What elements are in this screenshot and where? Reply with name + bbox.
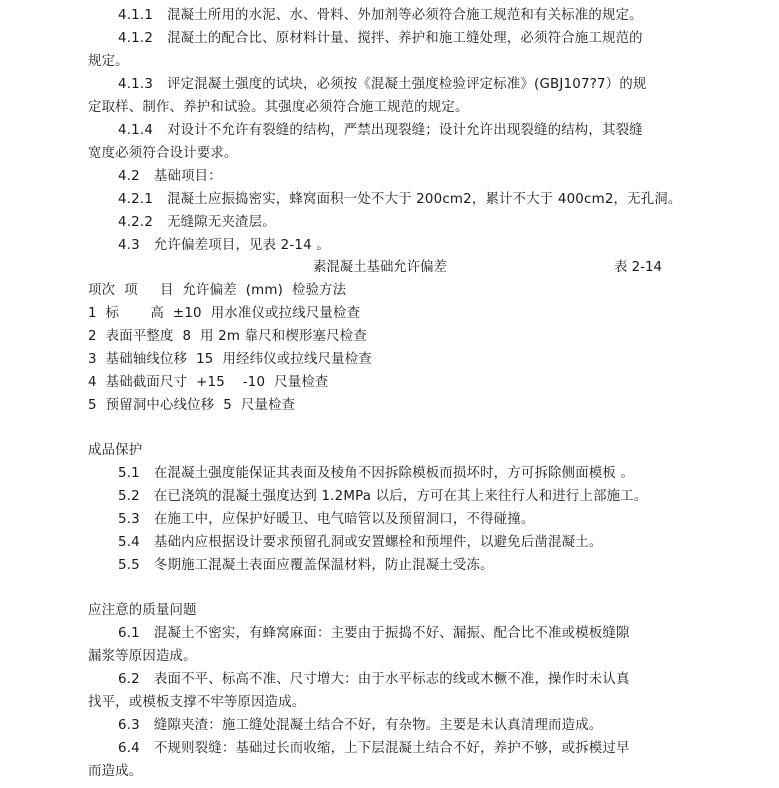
clause-4-2 <box>118 167 222 187</box>
clause-text: 无缝隙无夹渣层。 <box>167 215 276 230</box>
table-row: 2 表面平整度 8 用 2m 靠尺和楔形塞尺检查 <box>88 329 367 344</box>
clause-number: 6.1 <box>118 626 140 641</box>
clause-5-1 <box>118 464 634 484</box>
clause-6-4 <box>118 739 630 759</box>
clause-number: 5.1 <box>118 466 140 481</box>
clause-5-4 <box>118 533 602 553</box>
clause-5-2 <box>118 487 647 507</box>
table-header: 项次 项 目 允许偏差 (mm) 检验方法 <box>88 283 347 298</box>
clause-text: 混凝土不密实，有蜂窝麻面：主要由于振捣不好、漏振、配合比不准或模板缝隙 <box>153 626 630 641</box>
table-row: 5 预留洞中心线位移 5 尺量检查 <box>88 398 296 413</box>
table-number: 表 2-14 <box>614 260 663 275</box>
clause-text: 评定混凝土强度的试块，必须按《混凝土强度检验评定标准》(GBJ107?7）的规 <box>167 77 647 92</box>
clause-4-1-1 <box>118 6 643 26</box>
clause-6-2 <box>118 670 630 690</box>
clause-number: 5.2 <box>118 489 140 504</box>
clause-text: 对设计不允许有裂缝的结构，严禁出现裂缝；设计允许出现裂缝的结构，其裂缝 <box>167 123 643 138</box>
clause-4-1-4 <box>118 121 643 141</box>
clause-number: 4.2.2 <box>118 215 154 230</box>
clause-4-2-2 <box>118 213 276 233</box>
table-row: 1 标 高 ±10 用水准仪或拉线尺量检查 <box>88 306 361 321</box>
clause-number: 4.1.3 <box>118 77 154 92</box>
clause-4-1-4-continuation: 宽度必须符合设计要求。 <box>88 146 238 161</box>
clause-5-3 <box>118 510 534 530</box>
clause-text: 混凝土应振捣密实，蜂窝面积一处不大于 200cm2，累计不大于 400cm2，无孔洞。 <box>167 192 682 207</box>
clause-6-2-continuation: 找平，或模板支撑不牢等原因造成。 <box>88 695 306 710</box>
section-heading-product-protection: 成品保护 <box>88 443 143 458</box>
clause-text: 冬期施工混凝土表面应覆盖保温材料，防止混凝土受冻。 <box>153 558 494 573</box>
clause-number: 4.1.1 <box>118 8 154 23</box>
clause-text: 缝隙夹渣：施工缝处混凝土结合不好，有杂物。主要是未认真清理而造成。 <box>153 718 603 733</box>
clause-4-1-2 <box>118 29 643 49</box>
clause-5-5 <box>118 556 494 576</box>
clause-6-3 <box>118 716 602 736</box>
clause-text: 基础内应根据设计要求预留孔洞或安置螺栓和预埋件，以避免后凿混凝土。 <box>153 535 603 550</box>
clause-text: 表面不平、标高不准、尺寸增大：由于水平标志的线或木橛不准，操作时未认真 <box>153 672 630 687</box>
clause-number: 4.1.4 <box>118 123 154 138</box>
clause-text: 在已浇筑的混凝土强度达到 1.2MPa 以后，方可在其上来往行人和进行上部施工。 <box>153 489 648 504</box>
clause-6-1-continuation: 漏浆等原因造成。 <box>88 649 197 664</box>
section-heading-quality-issues: 应注意的质量问题 <box>88 603 197 618</box>
clause-text: 基础项目： <box>153 169 222 184</box>
clause-number: 5.5 <box>118 558 140 573</box>
table-row: 3 基础轴线位移 15 用经纬仪或拉线尺量检查 <box>88 352 372 367</box>
clause-4-2-1 <box>118 190 682 210</box>
clause-text: 在混凝土强度能保证其表面及棱角不因拆除模板而损坏时，方可拆除侧面模板 。 <box>153 466 635 481</box>
table-title: 素混凝土基础允许偏差 <box>313 260 447 275</box>
clause-text: 混凝土所用的水泥、水、骨料、外加剂等必须符合施工规范和有关标准的规定。 <box>167 8 643 23</box>
clause-number: 5.4 <box>118 535 140 550</box>
clause-text: 不规则裂缝：基础过长而收缩，上下层混凝土结合不好，养护不够，或拆模过早 <box>153 741 630 756</box>
clause-4-1-2-continuation: 规定。 <box>88 54 129 69</box>
table-row: 4 基础截面尺寸 +15 -10 尺量检查 <box>88 375 329 390</box>
clause-number: 4.3 <box>118 238 140 253</box>
clause-4-1-3-continuation: 定取样、制作、养护和试验。其强度必须符合施工规范的规定。 <box>88 100 469 115</box>
table-caption <box>0 258 779 278</box>
clause-number: 6.2 <box>118 672 140 687</box>
clause-4-1-3 <box>118 75 647 95</box>
clause-text: 允许偏差项目，见表 2-14 。 <box>153 238 330 253</box>
clause-number: 6.4 <box>118 741 140 756</box>
clause-number: 6.3 <box>118 718 140 733</box>
clause-6-4-continuation: 而造成。 <box>88 764 143 779</box>
clause-number: 4.1.2 <box>118 31 154 46</box>
clause-number: 4.2 <box>118 169 140 184</box>
clause-4-3 <box>118 236 330 256</box>
clause-6-1 <box>118 624 630 644</box>
clause-number: 4.2.1 <box>118 192 154 207</box>
clause-text: 在施工中，应保护好暖卫、电气暗管以及预留洞口，不得碰撞。 <box>153 512 535 527</box>
clause-number: 5.3 <box>118 512 140 527</box>
clause-text: 混凝土的配合比、原材料计量、搅拌、养护和施工缝处理，必须符合施工规范的 <box>167 31 643 46</box>
